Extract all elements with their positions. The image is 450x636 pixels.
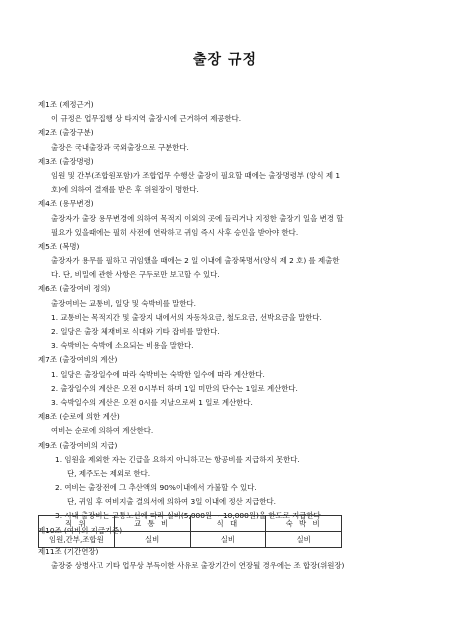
- table-header-cell: 교 통 비: [114, 516, 190, 532]
- article-6-item-1: 1. 교통비는 목적지간 및 출장지 내에서의 자동차요금, 철도요금, 선박요금을 말한다.: [51, 312, 322, 322]
- article-4-heading: 제4조 (용무변경): [38, 199, 94, 209]
- article-8-heading: 제8조 (순로에 의한 계산): [38, 412, 120, 422]
- article-4-text-2: 필요가 있을때에는 필히 사전에 연락하고 귀임 즉시 사후 승인을 받아야 한다.: [51, 227, 299, 237]
- article-7-item-2: 2. 출장일수의 계산은 오전 0시부터 하며 1일 미만의 단수는 1일로 계산한다.: [51, 383, 298, 393]
- article-9-note-2: 단, 귀임 후 여비지출 결의서에 의하여 3일 이내에 정산 지급한다.: [67, 497, 277, 507]
- table-cell: 실비: [114, 532, 190, 548]
- article-7-item-1: 1. 일당은 출장일수에 따라 숙박비는 숙박한 일수에 따라 계산한다.: [51, 369, 265, 379]
- article-9-item-1: 1. 임원을 제외한 자는 긴급을 요하지 아니하고는 항공비를 지급하지 못한다.: [55, 454, 300, 464]
- article-6-heading: 제6조 (출장여비 정의): [38, 284, 111, 294]
- table-cell: 임원,간부,조합원: [39, 532, 115, 548]
- article-5-heading: 제5조 (복명): [38, 241, 80, 251]
- regulation-body: [38, 98, 410, 538]
- article-9-heading: 제9조 (출장여비의 지급): [38, 440, 118, 450]
- allowance-table: [38, 515, 342, 548]
- article-6-item-2: 2. 일당은 출장 체재비로 식대와 기타 잡비를 말한다.: [51, 327, 220, 336]
- article-2-text: 출장은 국내출장과 국외출장으로 구분한다.: [51, 142, 189, 152]
- document-title: 출장 규정: [193, 52, 257, 68]
- article-6-intro: 출장여비는 교통비, 일당 및 숙박비를 말한다.: [51, 298, 196, 308]
- article-1-text: 이 규정은 업무집행 상 타지역 출장시에 근거하여 제공한다.: [51, 114, 242, 124]
- article-9-item-2: 2. 여비는 출장전에 그 추산액의 90%이내에서 가불할 수 있다.: [55, 483, 257, 493]
- article-3-text-2: 호)에 의하여 결재를 받은 후 위원장이 명한다.: [51, 185, 199, 195]
- table-cell: 실비: [190, 532, 266, 548]
- article-9-item-3: 3. 시내 출장비는 교통노선에 따라 실비(5,000원 ~ 10,000원)을 한도로 지급한다: [55, 511, 321, 521]
- table-header-row: [39, 516, 342, 532]
- article-1-heading: 제1조 (제정근거): [38, 100, 94, 109]
- table-header-cell: 직 위: [39, 516, 115, 532]
- article-3-heading: 제3조 (출장명령): [38, 156, 94, 166]
- table-header-cell: 숙 박 비: [266, 516, 342, 532]
- article-10-heading: 제10조 (여비의 지급기준): [38, 525, 123, 535]
- article-8-text: 여비는 순로에 의하여 계산한다.: [51, 426, 154, 436]
- table-cell: 실비: [266, 532, 342, 548]
- article-9-note-1: 단, 제주도는 제외로 한다.: [67, 468, 151, 478]
- article-2-heading: 제2조 (출장구분): [38, 128, 94, 138]
- article-5-text-1: 출장자가 용무를 필하고 귀임했을 때에는 2 일 이내에 출장복명서(양식 제 2 호) 를 제출한: [51, 256, 340, 266]
- article-6-item-3: 3. 숙박비는 숙박에 소요되는 비용을 말한다.: [51, 341, 194, 351]
- article-5-text-2: 다. 단, 비밀에 관한 사항은 구두로만 보고할 수 있다.: [51, 270, 220, 280]
- article-7-item-3: 3. 숙박일수의 계산은 오전 0시를 지날으로써 1 일로 계산한다.: [51, 397, 253, 407]
- table-header-cell: 식 대: [190, 516, 266, 532]
- article-11-text: 출장중 상병사고 기타 업무상 부득이한 사유로 출장기간이 연장될 경우에는 조 합장(위원장): [51, 561, 345, 571]
- article-7-heading: 제7조 (출장여비의 계산): [38, 355, 118, 365]
- article-4-text-1: 출장자가 출장 용무변경에 의하여 목적지 이외의 곳에 들리거나 지정한 출장기 일을 변경 할: [51, 213, 344, 223]
- article-11-heading: 제11조 (기간연장): [38, 547, 99, 556]
- regulation-body-continued: [38, 545, 410, 573]
- article-3-text-1: 임원 및 간부(조합원포함)가 조합업무 수행산 출장이 필요할 때에는 출장명령부 (양식 제 1: [51, 170, 341, 180]
